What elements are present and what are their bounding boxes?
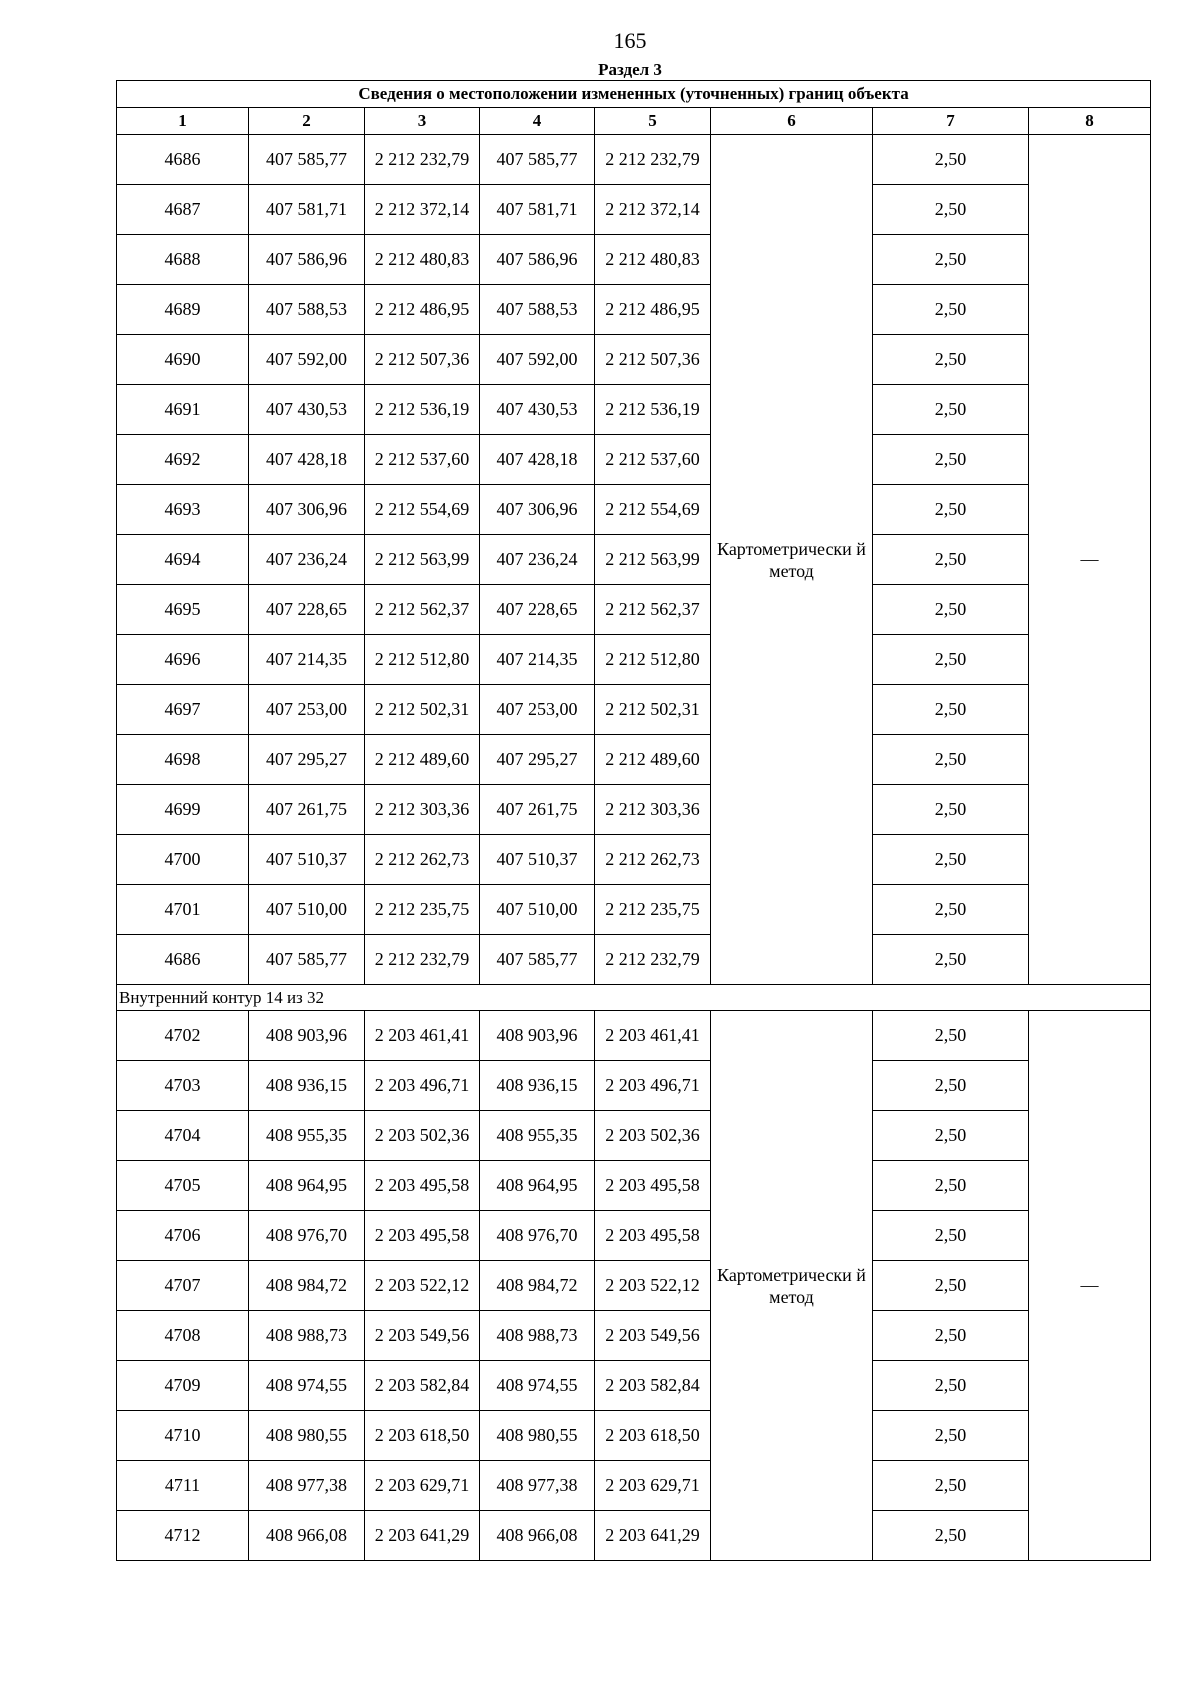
section-title: Раздел 3 xyxy=(598,60,662,79)
table-row xyxy=(117,535,1151,585)
x-coordinate-new: 407 236,24 xyxy=(480,535,595,585)
point-number: 4695 xyxy=(117,585,249,635)
coordinates-table xyxy=(116,80,1151,1561)
y-coordinate-new: 2 212 512,80 xyxy=(595,635,711,685)
accuracy-value: 2,50 xyxy=(873,635,1029,685)
column-number: 1 xyxy=(117,108,249,135)
point-number: 4706 xyxy=(117,1211,249,1261)
x-coordinate-new: 407 588,53 xyxy=(480,285,595,335)
x-coordinate-new: 408 984,72 xyxy=(480,1261,595,1311)
x-coordinate: 408 976,70 xyxy=(249,1211,365,1261)
table-row xyxy=(117,1111,1151,1161)
x-coordinate: 407 510,00 xyxy=(249,885,365,935)
point-number: 4702 xyxy=(117,1011,249,1061)
table-title: Сведения о местоположении измененных (уточненных) границ объекта xyxy=(117,81,1151,108)
x-coordinate-new: 407 261,75 xyxy=(480,785,595,835)
y-coordinate: 2 212 507,36 xyxy=(365,335,480,385)
y-coordinate: 2 212 235,75 xyxy=(365,885,480,935)
accuracy-value: 2,50 xyxy=(873,285,1029,335)
y-coordinate: 2 212 232,79 xyxy=(365,135,480,185)
y-coordinate-new: 2 203 641,29 xyxy=(595,1511,711,1561)
accuracy-value: 2,50 xyxy=(873,885,1029,935)
accuracy-value: 2,50 xyxy=(873,1261,1029,1311)
x-coordinate-new: 407 585,77 xyxy=(480,935,595,985)
column-number: 7 xyxy=(873,108,1029,135)
x-coordinate: 408 980,55 xyxy=(249,1411,365,1461)
table-row xyxy=(117,735,1151,785)
y-coordinate-new: 2 212 554,69 xyxy=(595,485,711,535)
y-coordinate: 2 203 522,12 xyxy=(365,1261,480,1311)
accuracy-value: 2,50 xyxy=(873,535,1029,585)
point-number: 4708 xyxy=(117,1311,249,1361)
y-coordinate: 2 212 480,83 xyxy=(365,235,480,285)
x-coordinate: 408 966,08 xyxy=(249,1511,365,1561)
table-body xyxy=(117,81,1151,1561)
x-coordinate-new: 408 955,35 xyxy=(480,1111,595,1161)
y-coordinate: 2 203 495,58 xyxy=(365,1161,480,1211)
point-number: 4698 xyxy=(117,735,249,785)
point-number: 4711 xyxy=(117,1461,249,1511)
accuracy-value: 2,50 xyxy=(873,1211,1029,1261)
point-number: 4689 xyxy=(117,285,249,335)
point-number: 4712 xyxy=(117,1511,249,1561)
x-coordinate-new: 407 585,77 xyxy=(480,135,595,185)
accuracy-value: 2,50 xyxy=(873,785,1029,835)
accuracy-value: 2,50 xyxy=(873,335,1029,385)
y-coordinate-new: 2 203 582,84 xyxy=(595,1361,711,1411)
x-coordinate-new: 407 586,96 xyxy=(480,235,595,285)
contour-heading: Внутренний контур 14 из 32 xyxy=(117,985,1151,1011)
y-coordinate: 2 203 549,56 xyxy=(365,1311,480,1361)
accuracy-value: 2,50 xyxy=(873,1111,1029,1161)
x-coordinate-new: 407 592,00 xyxy=(480,335,595,385)
point-number: 4699 xyxy=(117,785,249,835)
table-row xyxy=(117,1211,1151,1261)
table-row xyxy=(117,485,1151,535)
column-number: 2 xyxy=(249,108,365,135)
y-coordinate: 2 203 496,71 xyxy=(365,1061,480,1111)
y-coordinate-new: 2 203 618,50 xyxy=(595,1411,711,1461)
y-coordinate-new: 2 212 262,73 xyxy=(595,835,711,885)
y-coordinate-new: 2 212 536,19 xyxy=(595,385,711,435)
accuracy-value: 2,50 xyxy=(873,1161,1029,1211)
y-coordinate: 2 212 232,79 xyxy=(365,935,480,985)
x-coordinate-new: 408 964,95 xyxy=(480,1161,595,1211)
x-coordinate: 407 214,35 xyxy=(249,635,365,685)
x-coordinate: 407 295,27 xyxy=(249,735,365,785)
y-coordinate-new: 2 203 496,71 xyxy=(595,1061,711,1111)
accuracy-value: 2,50 xyxy=(873,1361,1029,1411)
table-row xyxy=(117,1511,1151,1561)
point-number: 4704 xyxy=(117,1111,249,1161)
x-coordinate-new: 407 430,53 xyxy=(480,385,595,435)
x-coordinate: 407 428,18 xyxy=(249,435,365,485)
x-coordinate: 408 955,35 xyxy=(249,1111,365,1161)
x-coordinate: 407 236,24 xyxy=(249,535,365,585)
column-number-row xyxy=(117,108,1151,135)
x-coordinate: 407 510,37 xyxy=(249,835,365,885)
y-coordinate: 2 203 582,84 xyxy=(365,1361,480,1411)
point-number: 4690 xyxy=(117,335,249,385)
column-8-cell: — xyxy=(1029,135,1151,985)
x-coordinate: 408 988,73 xyxy=(249,1311,365,1361)
y-coordinate-new: 2 203 549,56 xyxy=(595,1311,711,1361)
x-coordinate: 407 581,71 xyxy=(249,185,365,235)
accuracy-value: 2,50 xyxy=(873,135,1029,185)
table-row xyxy=(117,835,1151,885)
accuracy-value: 2,50 xyxy=(873,235,1029,285)
y-coordinate: 2 212 262,73 xyxy=(365,835,480,885)
point-number: 4694 xyxy=(117,535,249,585)
x-coordinate: 408 977,38 xyxy=(249,1461,365,1511)
x-coordinate-new: 408 977,38 xyxy=(480,1461,595,1511)
x-coordinate-new: 407 510,37 xyxy=(480,835,595,885)
x-coordinate: 407 588,53 xyxy=(249,285,365,335)
y-coordinate: 2 203 618,50 xyxy=(365,1411,480,1461)
column-number: 8 xyxy=(1029,108,1151,135)
table-row xyxy=(117,335,1151,385)
point-number: 4710 xyxy=(117,1411,249,1461)
y-coordinate-new: 2 212 303,36 xyxy=(595,785,711,835)
accuracy-value: 2,50 xyxy=(873,435,1029,485)
y-coordinate: 2 212 563,99 xyxy=(365,535,480,585)
y-coordinate-new: 2 203 502,36 xyxy=(595,1111,711,1161)
y-coordinate-new: 2 212 562,37 xyxy=(595,585,711,635)
method-cell: Картометрически й метод xyxy=(711,135,873,985)
accuracy-value: 2,50 xyxy=(873,1011,1029,1061)
accuracy-value: 2,50 xyxy=(873,935,1029,985)
y-coordinate-new: 2 212 232,79 xyxy=(595,135,711,185)
x-coordinate-new: 408 936,15 xyxy=(480,1061,595,1111)
column-number: 4 xyxy=(480,108,595,135)
x-coordinate-new: 407 253,00 xyxy=(480,685,595,735)
point-number: 4686 xyxy=(117,135,249,185)
accuracy-value: 2,50 xyxy=(873,1311,1029,1361)
x-coordinate: 407 228,65 xyxy=(249,585,365,635)
accuracy-value: 2,50 xyxy=(873,185,1029,235)
accuracy-value: 2,50 xyxy=(873,1461,1029,1511)
x-coordinate: 407 430,53 xyxy=(249,385,365,435)
accuracy-value: 2,50 xyxy=(873,385,1029,435)
table-row xyxy=(117,1311,1151,1361)
x-coordinate: 407 585,77 xyxy=(249,935,365,985)
y-coordinate: 2 203 641,29 xyxy=(365,1511,480,1561)
contour-heading-row xyxy=(117,985,1151,1011)
x-coordinate: 408 903,96 xyxy=(249,1011,365,1061)
x-coordinate: 407 585,77 xyxy=(249,135,365,185)
x-coordinate: 408 984,72 xyxy=(249,1261,365,1311)
y-coordinate-new: 2 212 235,75 xyxy=(595,885,711,935)
y-coordinate-new: 2 203 461,41 xyxy=(595,1011,711,1061)
point-number: 4686 xyxy=(117,935,249,985)
x-coordinate-new: 407 214,35 xyxy=(480,635,595,685)
column-number: 5 xyxy=(595,108,711,135)
x-coordinate-new: 408 974,55 xyxy=(480,1361,595,1411)
point-number: 4700 xyxy=(117,835,249,885)
y-coordinate: 2 212 554,69 xyxy=(365,485,480,535)
y-coordinate: 2 212 537,60 xyxy=(365,435,480,485)
point-number: 4688 xyxy=(117,235,249,285)
y-coordinate-new: 2 212 489,60 xyxy=(595,735,711,785)
y-coordinate: 2 212 502,31 xyxy=(365,685,480,735)
accuracy-value: 2,50 xyxy=(873,1061,1029,1111)
x-coordinate-new: 408 966,08 xyxy=(480,1511,595,1561)
table-row xyxy=(117,135,1151,185)
y-coordinate: 2 203 502,36 xyxy=(365,1111,480,1161)
x-coordinate: 408 936,15 xyxy=(249,1061,365,1111)
table-row xyxy=(117,935,1151,985)
accuracy-value: 2,50 xyxy=(873,835,1029,885)
point-number: 4687 xyxy=(117,185,249,235)
table-row xyxy=(117,435,1151,485)
table-row xyxy=(117,1361,1151,1411)
y-coordinate-new: 2 212 563,99 xyxy=(595,535,711,585)
x-coordinate: 407 592,00 xyxy=(249,335,365,385)
table-row xyxy=(117,235,1151,285)
y-coordinate-new: 2 203 495,58 xyxy=(595,1161,711,1211)
x-coordinate-new: 408 976,70 xyxy=(480,1211,595,1261)
y-coordinate: 2 203 461,41 xyxy=(365,1011,480,1061)
x-coordinate: 407 253,00 xyxy=(249,685,365,735)
table-row xyxy=(117,685,1151,735)
y-coordinate: 2 212 486,95 xyxy=(365,285,480,335)
table-row xyxy=(117,1261,1151,1311)
y-coordinate: 2 203 495,58 xyxy=(365,1211,480,1261)
table-row xyxy=(117,1061,1151,1111)
table-title-row xyxy=(117,81,1151,108)
y-coordinate-new: 2 212 537,60 xyxy=(595,435,711,485)
table-row xyxy=(117,785,1151,835)
y-coordinate: 2 212 372,14 xyxy=(365,185,480,235)
x-coordinate: 408 974,55 xyxy=(249,1361,365,1411)
point-number: 4693 xyxy=(117,485,249,535)
column-8-cell: — xyxy=(1029,1011,1151,1561)
accuracy-value: 2,50 xyxy=(873,685,1029,735)
x-coordinate-new: 407 581,71 xyxy=(480,185,595,235)
table-row xyxy=(117,185,1151,235)
method-cell: Картометрически й метод xyxy=(711,1011,873,1561)
accuracy-value: 2,50 xyxy=(873,735,1029,785)
table-row xyxy=(117,1161,1151,1211)
table-row xyxy=(117,1011,1151,1061)
y-coordinate-new: 2 203 495,58 xyxy=(595,1211,711,1261)
x-coordinate-new: 407 428,18 xyxy=(480,435,595,485)
table-row xyxy=(117,585,1151,635)
point-number: 4705 xyxy=(117,1161,249,1211)
table-row xyxy=(117,635,1151,685)
x-coordinate-new: 407 306,96 xyxy=(480,485,595,535)
point-number: 4701 xyxy=(117,885,249,935)
accuracy-value: 2,50 xyxy=(873,1511,1029,1561)
y-coordinate-new: 2 212 480,83 xyxy=(595,235,711,285)
x-coordinate-new: 408 980,55 xyxy=(480,1411,595,1461)
point-number: 4697 xyxy=(117,685,249,735)
accuracy-value: 2,50 xyxy=(873,1411,1029,1461)
y-coordinate: 2 212 562,37 xyxy=(365,585,480,635)
y-coordinate: 2 212 512,80 xyxy=(365,635,480,685)
x-coordinate-new: 407 295,27 xyxy=(480,735,595,785)
table-row xyxy=(117,885,1151,935)
y-coordinate-new: 2 203 629,71 xyxy=(595,1461,711,1511)
point-number: 4703 xyxy=(117,1061,249,1111)
x-coordinate: 408 964,95 xyxy=(249,1161,365,1211)
table-row xyxy=(117,385,1151,435)
accuracy-value: 2,50 xyxy=(873,485,1029,535)
table-row xyxy=(117,1411,1151,1461)
x-coordinate: 407 261,75 xyxy=(249,785,365,835)
y-coordinate: 2 203 629,71 xyxy=(365,1461,480,1511)
y-coordinate-new: 2 212 372,14 xyxy=(595,185,711,235)
point-number: 4691 xyxy=(117,385,249,435)
y-coordinate: 2 212 489,60 xyxy=(365,735,480,785)
column-number: 3 xyxy=(365,108,480,135)
y-coordinate: 2 212 303,36 xyxy=(365,785,480,835)
point-number: 4707 xyxy=(117,1261,249,1311)
column-number: 6 xyxy=(711,108,873,135)
table-row xyxy=(117,1461,1151,1511)
x-coordinate-new: 407 228,65 xyxy=(480,585,595,635)
x-coordinate: 407 586,96 xyxy=(249,235,365,285)
y-coordinate: 2 212 536,19 xyxy=(365,385,480,435)
point-number: 4696 xyxy=(117,635,249,685)
x-coordinate: 407 306,96 xyxy=(249,485,365,535)
y-coordinate-new: 2 212 486,95 xyxy=(595,285,711,335)
y-coordinate-new: 2 212 507,36 xyxy=(595,335,711,385)
accuracy-value: 2,50 xyxy=(873,585,1029,635)
y-coordinate-new: 2 212 232,79 xyxy=(595,935,711,985)
y-coordinate-new: 2 212 502,31 xyxy=(595,685,711,735)
x-coordinate-new: 408 903,96 xyxy=(480,1011,595,1061)
x-coordinate-new: 408 988,73 xyxy=(480,1311,595,1361)
x-coordinate-new: 407 510,00 xyxy=(480,885,595,935)
point-number: 4709 xyxy=(117,1361,249,1411)
page-number: 165 xyxy=(613,28,647,53)
table-row xyxy=(117,285,1151,335)
point-number: 4692 xyxy=(117,435,249,485)
y-coordinate-new: 2 203 522,12 xyxy=(595,1261,711,1311)
